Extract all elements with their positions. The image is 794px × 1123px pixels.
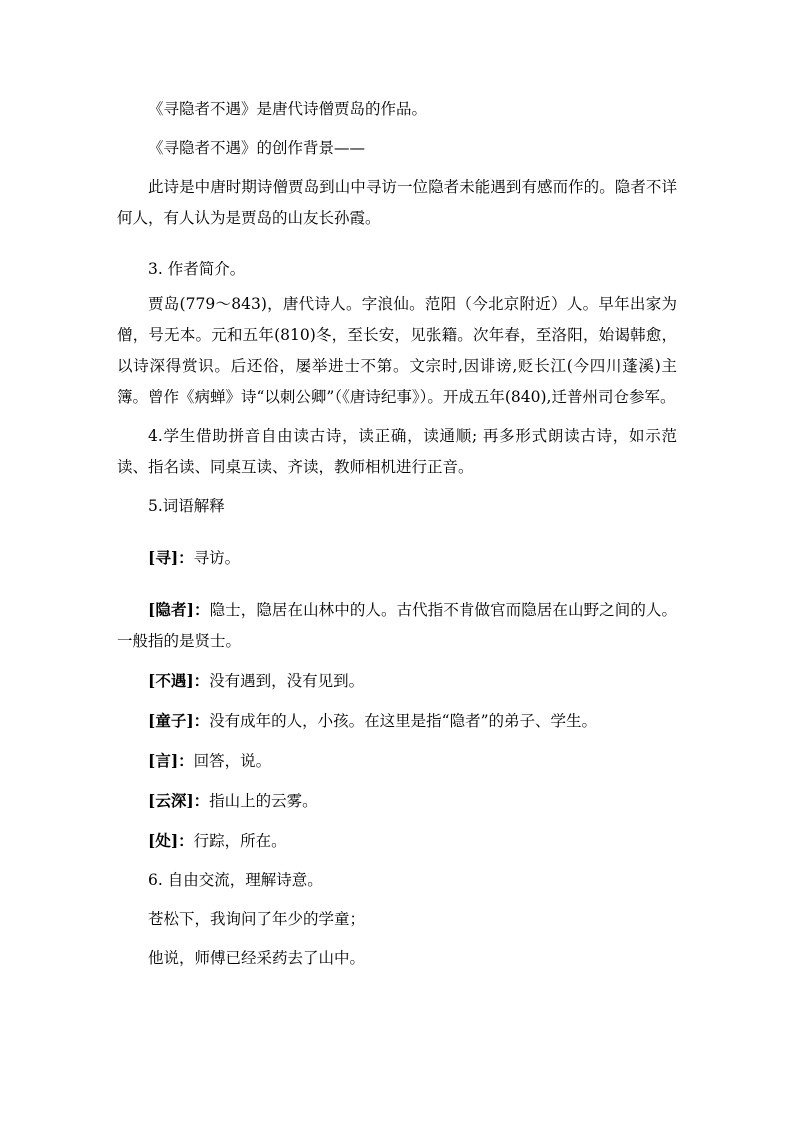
term-definition: 指山上的云雾。 xyxy=(209,792,318,810)
term-label: [言]： xyxy=(148,751,194,770)
term-definition: 隐士，隐居在山林中的人。古代指不肯做官而隐居在山野之间的人。一般指的是贤士。 xyxy=(117,601,677,650)
paragraph-reading-activity: 4.学生借助拼音自由读古诗，读正确，读通顺; 再多形式朗读古诗，如示范读、指名读、同桌互读、齐读，教师相机进行正音。 xyxy=(117,427,677,476)
term-entry xyxy=(117,785,677,817)
term-definition: 回答，说。 xyxy=(193,752,272,770)
term-definition: 寻访。 xyxy=(193,549,241,567)
document-body xyxy=(117,94,677,982)
paragraph-author-bio: 贾岛(779～843)，唐代诗人。字浪仙。范阳（今北京附近）人。早年出家为僧，号无本。元和五年(810)冬，至长安，见张籍。次年春，至洛阳，始谒韩愈，以诗深得赏识。后还俗，屡举进士不第。文宗时,因诽谤,贬长江(今四川蓬溪)主簿。曾作《病蝉》诗“以刺公卿”（《唐诗纪事》）。开成五年(840),迁普州司仓参军。 xyxy=(117,295,677,406)
term-label: [寻]： xyxy=(148,548,194,567)
term-label: [处]： xyxy=(148,831,194,850)
term-entry xyxy=(117,542,677,574)
term-label: [不遇]： xyxy=(148,671,210,690)
paragraph-translation-line-1: 苍松下，我询问了年少的学童； xyxy=(148,910,366,928)
term-definition: 没有成年的人，小孩。在这里是指“隐者”的弟子、学生。 xyxy=(209,712,598,730)
term-entry xyxy=(117,705,677,737)
term-entry xyxy=(117,665,677,697)
paragraph-translation-line-2: 他说，师傅已经采药去了山中。 xyxy=(148,949,366,967)
term-entry xyxy=(117,745,677,777)
paragraph-intro: 《寻隐者不遇》是唐代诗僧贾岛的作品。 xyxy=(148,100,428,118)
term-definition: 没有遇到，没有见到。 xyxy=(209,672,365,690)
paragraph-author-heading: 3. 作者简介。 xyxy=(148,260,246,278)
term-entry xyxy=(117,825,677,857)
paragraph-discussion-heading: 6. 自由交流，理解诗意。 xyxy=(148,871,323,889)
paragraph-background-heading: 《寻隐者不遇》的创作背景—— xyxy=(148,139,366,157)
paragraph-vocab-heading: 5.词语解释 xyxy=(148,497,225,515)
term-entry xyxy=(117,594,677,657)
term-label: [童子]： xyxy=(148,711,210,730)
term-label: [隐者]： xyxy=(148,600,210,619)
paragraph-background: 此诗是中唐时期诗僧贾岛到山中寻访一位隐者未能遇到有感而作的。隐者不详何人，有人认为是贾岛的山友长孙霞。 xyxy=(117,178,677,227)
term-label: [云深]： xyxy=(148,791,210,810)
term-definition: 行踪，所在。 xyxy=(193,832,287,850)
